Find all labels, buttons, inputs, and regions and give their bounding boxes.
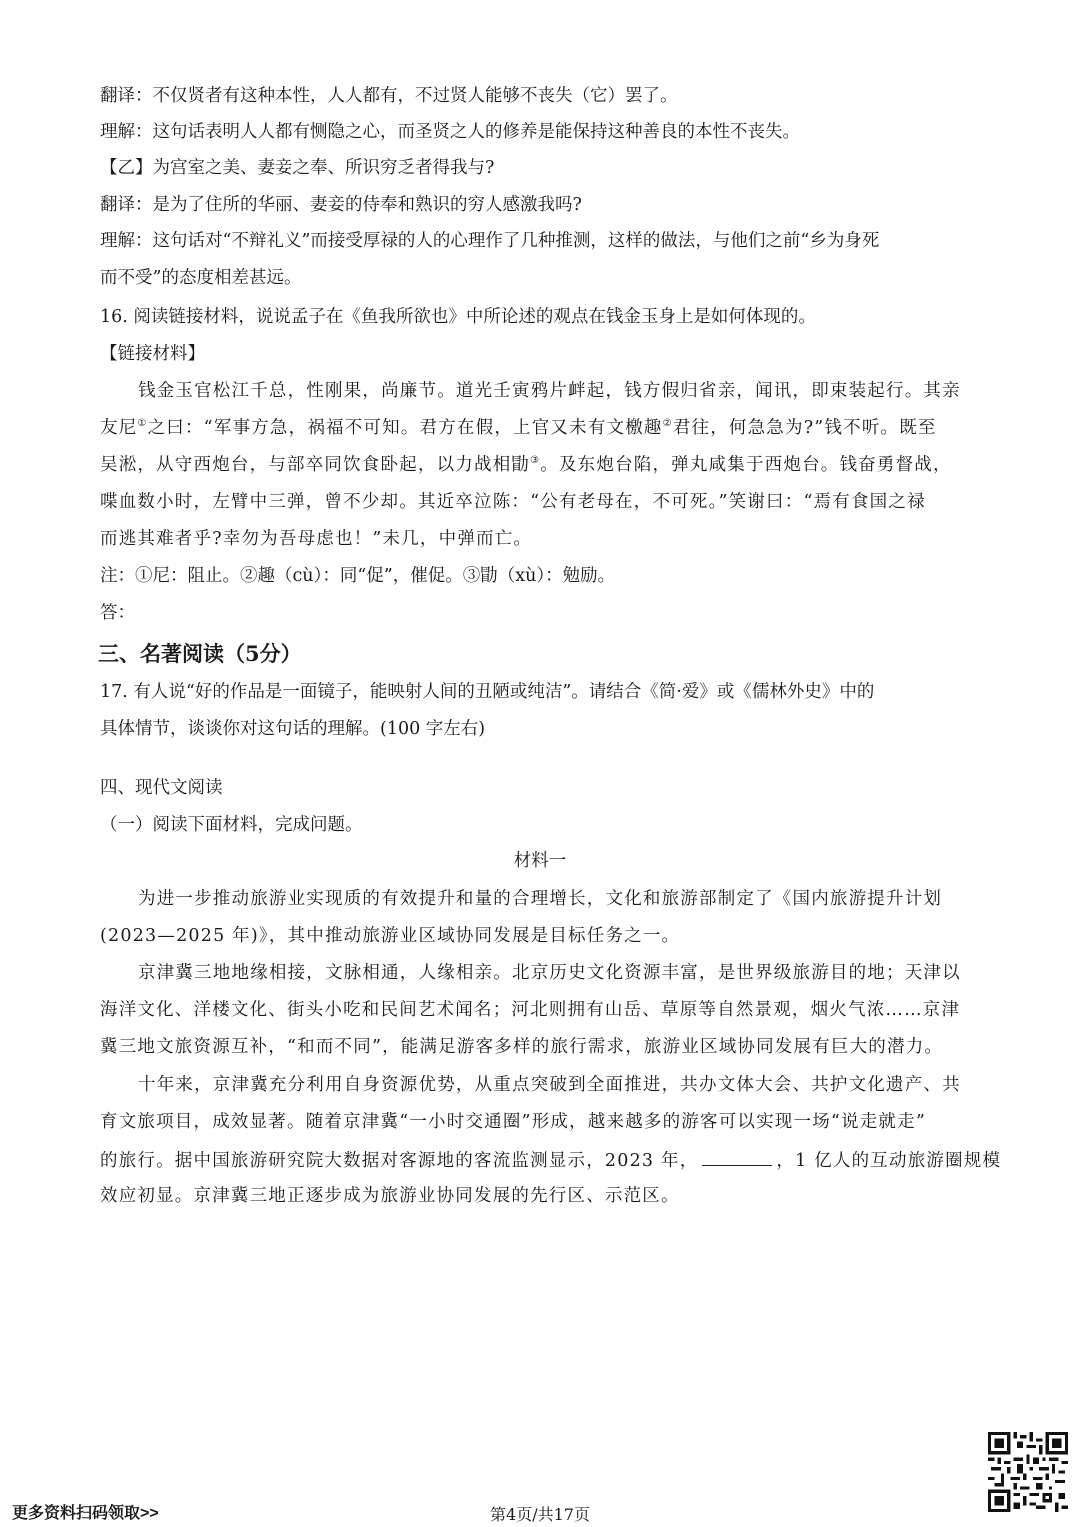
para-1-line-2: (2023—2025 年)》，其中推动旅游业区域协同发展是目标任务之一。 — [100, 926, 681, 946]
answer-label: 答： — [100, 603, 135, 623]
para-3-line-1: 十年来，京津冀充分利用自身资源优势，从重点突破到全面推进，共办文体大会、共护文化遗产、共 — [138, 1075, 961, 1095]
subsection-1: （一）阅读下面材料，完成问题。 — [100, 815, 363, 835]
section-3-heading: 三、名著阅读（5分） — [98, 641, 302, 666]
understanding-line: 理解：这句话表明人人都有恻隐之心，而圣贤之人的修养是能保持这种善良的本性不丧失。 — [100, 122, 800, 142]
material-note: 注：①尼：阻止。②趣（cù）：同“促”，催促。③勖（xù）：勉励。 — [100, 566, 616, 586]
para-3-line-4: 效应初显。京津冀三地正逐步成为旅游业协同发展的先行区、示范区。 — [100, 1186, 680, 1206]
link-material-heading: 【链接材料】 — [100, 344, 205, 364]
para-2-line-1: 京津冀三地地缘相接，文脉相通，人缘相亲。北京历史文化资源丰富，是世界级旅游目的地；天津以 — [138, 963, 961, 983]
qr-code-icon — [988, 1432, 1068, 1512]
para-3-line-3: 的旅行。据中国旅游研究院大数据对客源地的客流监测显示，2023 年， ，1 亿人的互动旅游圈规模 — [100, 1151, 1002, 1171]
understanding-line-2: 理解：这句话对“不辩礼义”而接受厚禄的人的心理作了几种推测，这样的做法，与他们之前“乡为身死 — [100, 231, 880, 251]
fill-blank — [702, 1151, 772, 1166]
para-3-line-2: 育文旅项目，成效显著。随着京津冀“一小时交通圈”形成，越来越多的游客可以实现一场“说走就走” — [100, 1112, 926, 1132]
yi-sentence: 【乙】为宫室之美、妻妾之奉、所识穷乏者得我与? — [100, 158, 495, 178]
translation-line-2: 翻译：是为了住所的华丽、妻妾的侍奉和熟识的穷人感激我吗? — [100, 195, 582, 215]
material-line-4: 喋血数小时，左臂中三弹，曾不少却。其近卒泣陈：“公有老母在，不可死。”笑谢曰：“焉有食国之禄 — [100, 492, 926, 512]
more-materials-link[interactable]: 更多资料扫码领取>> — [12, 1505, 159, 1522]
question-17-line-2: 具体情节，谈谈你对这句话的理解。(100 字左右) — [100, 719, 486, 739]
para-1-line-1: 为进一步推动旅游业实现质的有效提升和量的合理增长，文化和旅游部制定了《国内旅游提升计划 — [138, 889, 943, 909]
section-4-heading: 四、现代文阅读 — [100, 778, 223, 798]
translation-line: 翻译：不仅贤者有这种本性，人人都有，不过贤人能够不丧失（它）罢了。 — [100, 86, 678, 106]
question-16: 16. 阅读链接材料，说说孟子在《鱼我所欲也》中所论述的观点在钱金玉身上是如何体现的。 — [100, 307, 816, 327]
page-number: 第4页/共17页 — [490, 1505, 590, 1524]
understanding-line-2-cont: 而不受”的态度相差甚远。 — [100, 268, 302, 288]
para-2-line-3: 冀三地文旅资源互补，“和而不同”，能满足游客多样的旅行需求，旅游业区域协同发展有巨大的潜力。 — [100, 1037, 944, 1057]
material-line-2: 友尼①之曰：“军事方急，祸福不可知。君方在假，上官又未有文檄趣②君往，何急急为?”钱不听。既至 — [100, 418, 937, 438]
material-line-1: 钱金玉官松江千总，性刚果，尚廉节。道光壬寅鸦片衅起，钱方假归省亲，闻讯，即束装起行。其亲 — [138, 381, 961, 401]
question-17-line-1: 17. 有人说“好的作品是一面镜子，能映射人间的丑陋或纯洁”。请结合《简·爱》或《儒林外史》中的 — [100, 682, 875, 702]
material-1-title: 材料一 — [513, 851, 567, 871]
material-line-5: 而逃其难者乎?幸勿为吾母虑也！”未几，中弹而亡。 — [100, 529, 533, 549]
material-line-3: 吴淞，从守西炮台，与部卒同饮食卧起，以力战相勖③。及东炮台陷，弹丸咸集于西炮台。钱奋勇督战， — [100, 455, 952, 475]
para-2-line-2: 海洋文化、洋楼文化、街头小吃和民间艺术闻名；河北则拥有山岳、草原等自然景观，烟火气浓……京津 — [100, 1000, 961, 1020]
